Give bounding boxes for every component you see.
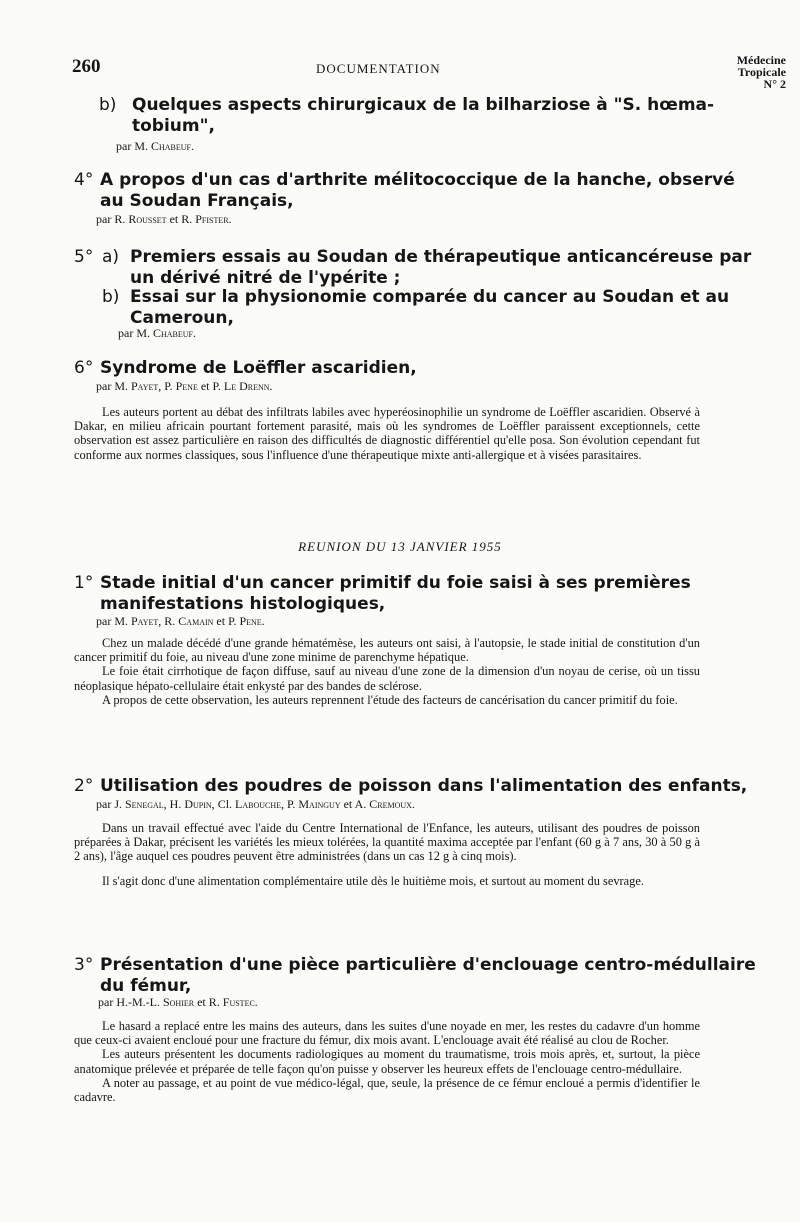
abstract xyxy=(74,636,700,707)
item-title xyxy=(74,358,704,379)
paragraph: Le hasard a replacé entre les mains des auteurs, dans les suites d'une noyade en mer, les restes du cadavre d'un homme que ceux-ci avaient encloué pour une fracture du fémur, dix mois avant. L'enclouage avait été réalisé au clou de Rocher. xyxy=(74,1019,700,1048)
author-name: Pene. xyxy=(239,614,265,628)
title-line: Essai sur la physionomie comparée du cancer au Soudan et au xyxy=(130,287,730,307)
author-name: Sohier xyxy=(162,995,195,1009)
paragraph: Le foie était cirrhotique de façon diffuse, sauf au niveau d'une zone de la dimension d'un noyau de cerise, où un tissu néoplasique hépato-cellulaire était enkysté par des bandes de sclérose. xyxy=(74,664,700,693)
item-title xyxy=(74,573,704,615)
item-label: b) xyxy=(99,95,117,115)
title-line: Présentation d'une pièce particulière d'enclouage centro-médullaire xyxy=(100,955,756,975)
author-name: Mainguy xyxy=(298,797,341,811)
conjunction: et P. xyxy=(216,614,237,628)
title-line: au Soudan Français, xyxy=(100,191,294,211)
item-number: 5° xyxy=(74,247,94,267)
author-name: Rousset xyxy=(128,212,167,226)
author-name: Fustec. xyxy=(222,995,258,1009)
author-name: Chabeuf. xyxy=(153,326,197,340)
item-label: a) xyxy=(102,247,120,267)
paragraph: A noter au passage, et au point de vue médico-légal, que, seule, la présence de ce fémur encloué a permis d'identifier le cadavre. xyxy=(74,1075,700,1105)
page-number: 260 xyxy=(72,56,101,77)
par: par M. xyxy=(96,379,128,393)
item-title xyxy=(74,287,730,329)
title-line: Cameroun, xyxy=(130,308,234,328)
author-name: Payet, xyxy=(131,379,162,393)
title-line: Stade initial d'un cancer primitif du foie saisi à ses premières xyxy=(100,573,691,593)
title-line: Premiers essais au Soudan de thérapeutique anticancéreuse par xyxy=(130,247,752,267)
item-authors xyxy=(116,139,194,154)
journal-reference xyxy=(737,54,786,90)
paragraph: Les auteurs portent au débat des infiltrats labiles avec hyperéosinophilie un syndrome de Loëffler ascaridien. Observé à Dakar, en milieu africain pourtant fortement parasité, mais où les syndromes de Loëffler paraissent exceptionnels, cette observation est assez particulière en raison des difficultés de diagnostic différentiel qu'elle posa. Son évolution cependant fut conforme aux normes classiques, sous l'influence d'une thérapeutique mixte anti-allergique et à visées parasitaires. xyxy=(74,405,700,462)
journal-line: Tropicale xyxy=(737,65,786,79)
item-number: 3° xyxy=(74,955,94,975)
meeting-heading: REUNION DU 13 JANVIER 1955 xyxy=(298,539,502,554)
paragraph: Les auteurs présentent les documents radiologiques au moment du traumatisme, trois mois après, et, surtout, la pièce anatomique prélevée et préparée de telle façon qu'on puisse y observer les heureux effets de l'enclouage centro-médullaire. xyxy=(74,1047,700,1076)
initial: Cl. xyxy=(217,797,233,811)
item-title xyxy=(74,170,735,212)
item-number: 1° xyxy=(74,573,94,593)
author-name: Camain xyxy=(178,614,214,628)
author-name: Senegal, xyxy=(125,797,167,811)
author-name: Le Drenn. xyxy=(223,379,273,393)
item-authors xyxy=(96,614,265,629)
author-name: Cremoux. xyxy=(369,797,415,811)
item-authors xyxy=(118,326,196,341)
par: par H.-M.-L. xyxy=(98,995,160,1009)
journal-line: Médecine xyxy=(736,53,786,67)
par: par M. xyxy=(116,139,148,153)
paragraph: Chez un malade décédé d'une grande hématémèse, les auteurs ont saisi, à l'autopsie, le stade initial de constitution d'un cancer primitif du foie, au niveau d'une zone minime de parenchyme hépatique. xyxy=(74,636,700,665)
paragraph: A propos de cette observation, les auteurs reprennent l'étude des facteurs de cancérisation du cancer primitif du foie. xyxy=(102,692,678,707)
conjunction: et R. xyxy=(197,995,220,1009)
item-authors xyxy=(96,797,415,812)
abstract xyxy=(74,821,700,888)
item-title xyxy=(99,95,715,137)
author-name: Pene xyxy=(175,379,198,393)
author-name: Chabeuf. xyxy=(151,139,195,153)
abstract xyxy=(74,1019,700,1104)
author-name: Labouche, xyxy=(235,797,285,811)
title-line: tobium", xyxy=(132,116,215,136)
initial: H. xyxy=(169,797,182,811)
author-name: Pfister. xyxy=(195,212,232,226)
initial: R. xyxy=(164,614,176,628)
par: par J. xyxy=(96,797,122,811)
title-line: du fémur, xyxy=(100,976,192,996)
author-name: Payet, xyxy=(131,614,162,628)
item-authors xyxy=(98,995,258,1010)
paragraph: Il s'agit donc d'une alimentation complémentaire utile dès le huitième mois, et surtout au moment du sevrage. xyxy=(102,873,644,888)
item-label: b) xyxy=(102,287,120,307)
par: par R. xyxy=(96,212,126,226)
item-authors xyxy=(96,212,232,227)
initial: P. xyxy=(164,379,173,393)
title-line: Utilisation des poudres de poisson dans l'alimentation des enfants, xyxy=(100,776,748,796)
item-number: 2° xyxy=(74,776,94,796)
item-title xyxy=(74,247,752,289)
par: par M. xyxy=(118,326,150,340)
conjunction: et R. xyxy=(169,212,193,226)
title-line: Quelques aspects chirurgicaux de la bilharziose à "S. hœma- xyxy=(132,95,715,115)
author-name: Dupin, xyxy=(184,797,215,811)
initial: P. xyxy=(287,797,296,811)
title-line: A propos d'un cas d'arthrite mélitococcique de la hanche, observé xyxy=(100,170,735,190)
abstract xyxy=(74,405,700,462)
item-number: 4° xyxy=(74,170,94,190)
title-line: un dérivé nitré de l'ypérite ; xyxy=(130,268,401,288)
title-line: Syndrome de Loëffler ascaridien, xyxy=(100,358,417,378)
item-title xyxy=(74,776,748,797)
conjunction: et A. xyxy=(343,797,367,811)
item-number: 6° xyxy=(74,358,94,378)
journal-line: N° 2 xyxy=(763,77,786,91)
item-title xyxy=(74,955,756,997)
par: par M. xyxy=(96,614,128,628)
conjunction: et P. xyxy=(200,379,221,393)
running-title: DOCUMENTATION xyxy=(316,61,441,76)
title-line: manifestations histologiques, xyxy=(100,594,386,614)
paragraph: Dans un travail effectué avec l'aide du Centre International de l'Enfance, les auteurs, utilisant des poudres de poisson préparées à Dakar, précisent les variétés les mieux tolérées, la quantité maxima acceptée par l'enfant (60 g à 7 ans, 30 à 50 g à 2 ans), l'âge auquel ces poudres peuvent être administrées (dans un cas 12 g à cinq mois). xyxy=(74,821,700,864)
item-authors xyxy=(96,379,273,394)
